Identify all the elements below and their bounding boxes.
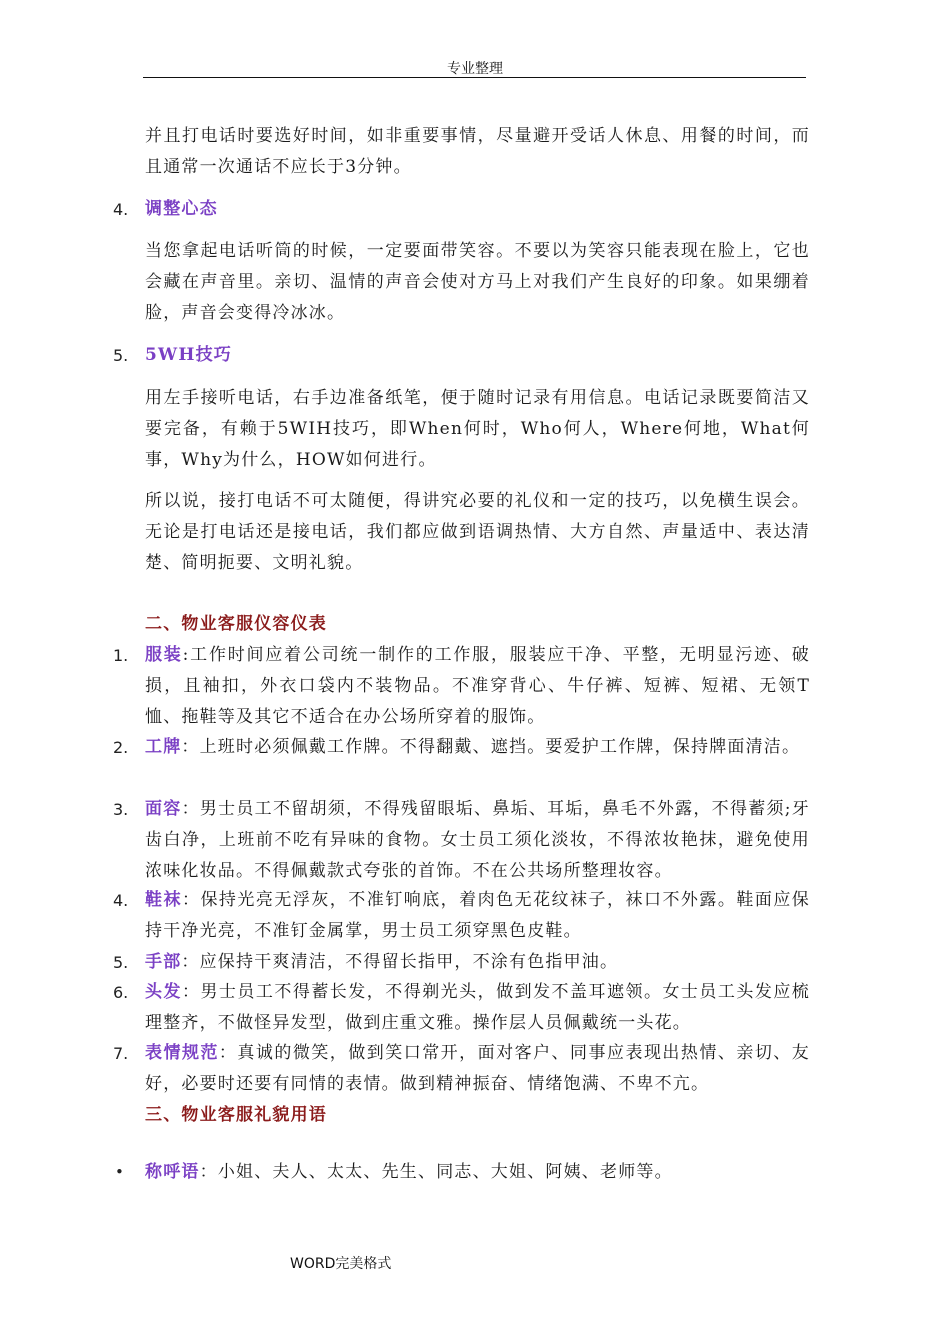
list-item — [145, 732, 810, 763]
item-text: 应保持干爽清洁，不得留长指甲，不涂有色指甲油。 — [199, 952, 619, 972]
item-text: 上班时必须佩戴工作牌。不得翻戴、遮挡。要爱护工作牌，保持牌面清洁。 — [199, 737, 801, 757]
list-item — [145, 640, 810, 733]
list-item — [145, 977, 810, 1039]
list-number: 3. — [113, 800, 129, 819]
page-footer: WORD完美格式 — [290, 1256, 392, 1272]
list-item — [145, 1038, 810, 1100]
item-text: 保持光亮无浮灰，不准钉响底，着肉色无花纹袜子，袜口不外露。鞋面应保持干净光亮，不准钉金属掌，男士员工须穿黑色皮鞋。 — [145, 890, 810, 941]
list-number: 2. — [113, 738, 129, 757]
tip-number: 4. — [113, 200, 129, 219]
bullet-icon: • — [115, 1163, 124, 1181]
list-item — [145, 885, 810, 947]
item-separator: ： — [218, 1043, 238, 1063]
item-text: 真诚的微笑，做到笑口常开，面对客户、同事应表现出热情、亲切、友好，必要时还要有同情的表情。做到精神振奋、情绪饱满、不卑不亢。 — [145, 1043, 810, 1094]
item-text: 小姐、夫人、太太、先生、同志、大姐、阿姨、老师等。 — [217, 1162, 673, 1182]
bullet-item — [145, 1157, 810, 1188]
item-separator: : — [182, 645, 190, 665]
section-heading: 三、物业客服礼貌用语 — [145, 1105, 327, 1125]
item-separator: ： — [181, 737, 200, 757]
item-separator: ： — [181, 799, 200, 819]
item-text: 男士员工不留胡须，不得残留眼垢、鼻垢、耳垢，鼻毛不外露，不得蓄须;牙齿白净，上班前不吃有异味的食物。女士员工须化淡妆，不得浓妆艳抹，避免使用浓味化妆品。不得佩戴款式夸张的首饰。不在公共场所整理妆容。 — [145, 799, 810, 881]
section-heading: 二、物业客服仪容仪表 — [145, 614, 327, 634]
header-divider — [143, 77, 806, 78]
list-number: 1. — [113, 646, 129, 665]
list-number: 5. — [113, 953, 129, 972]
item-separator: ： — [181, 982, 201, 1002]
item-label: 服装 — [145, 645, 183, 665]
item-label: 表情规范 — [145, 1043, 219, 1063]
list-item — [145, 794, 810, 887]
item-separator: ： — [181, 952, 200, 972]
item-label: 头发 — [145, 982, 182, 1002]
tip-number: 5. — [113, 346, 129, 365]
item-label: 鞋袜 — [145, 890, 182, 910]
item-label: 手部 — [145, 952, 182, 972]
item-label: 工牌 — [145, 737, 182, 757]
item-separator: ： — [181, 890, 201, 910]
item-label: 称呼语 — [145, 1162, 200, 1182]
item-text: 男士员工不得蓄长发，不得剃光头，做到发不盖耳遮领。女士员工头发应梳理整齐，不做怪异发型，做到庄重文雅。操作层人员佩戴统一头花。 — [145, 982, 810, 1033]
tip-body: 当您拿起电话听筒的时候，一定要面带笑容。不要以为笑容只能表现在脸上，它也会藏在声音里。亲切、温情的声音会使对方马上对我们产生良好的印象。如果绷着脸，声音会变得冷冰冰。 — [145, 241, 810, 323]
summary-paragraph: 所以说，接打电话不可太随便，得讲究必要的礼仪和一定的技巧，以免横生误会。无论是打电话还是接电话，我们都应做到语调热情、大方自然、声量适中、表达清楚、简明扼要、文明礼貌。 — [145, 491, 810, 573]
tip-title: 调整心态 — [145, 199, 218, 219]
item-label: 面容 — [145, 799, 182, 819]
list-number: 7. — [113, 1044, 129, 1063]
item-separator: ： — [199, 1162, 218, 1182]
item-text: 工作时间应着公司统一制作的工作服，服装应干净、平整，无明显污迹、破损，且袖扣，外衣口袋内不装物品。不准穿背心、牛仔裤、短裤、短裙、无领T恤、拖鞋等及其它不适合在办公场所穿着的服饰。 — [145, 645, 810, 727]
tip-title: 5WH技巧 — [145, 345, 232, 365]
tip-body: 用左手接听电话，右手边准备纸笔，便于随时记录有用信息。电话记录既要简洁又要完备，有赖于5WIH技巧，即When何时，Who何人，Where何地，What何事，Why为什么，HOW如何进行。 — [145, 388, 810, 470]
list-number: 6. — [113, 983, 129, 1002]
intro-paragraph: 并且打电话时要选好时间，如非重要事情，尽量避开受话人休息、用餐的时间，而且通常一次通话不应长于3分钟。 — [145, 126, 810, 177]
list-number: 4. — [113, 891, 129, 910]
page-header: 专业整理 — [447, 61, 503, 77]
list-item — [145, 947, 810, 978]
